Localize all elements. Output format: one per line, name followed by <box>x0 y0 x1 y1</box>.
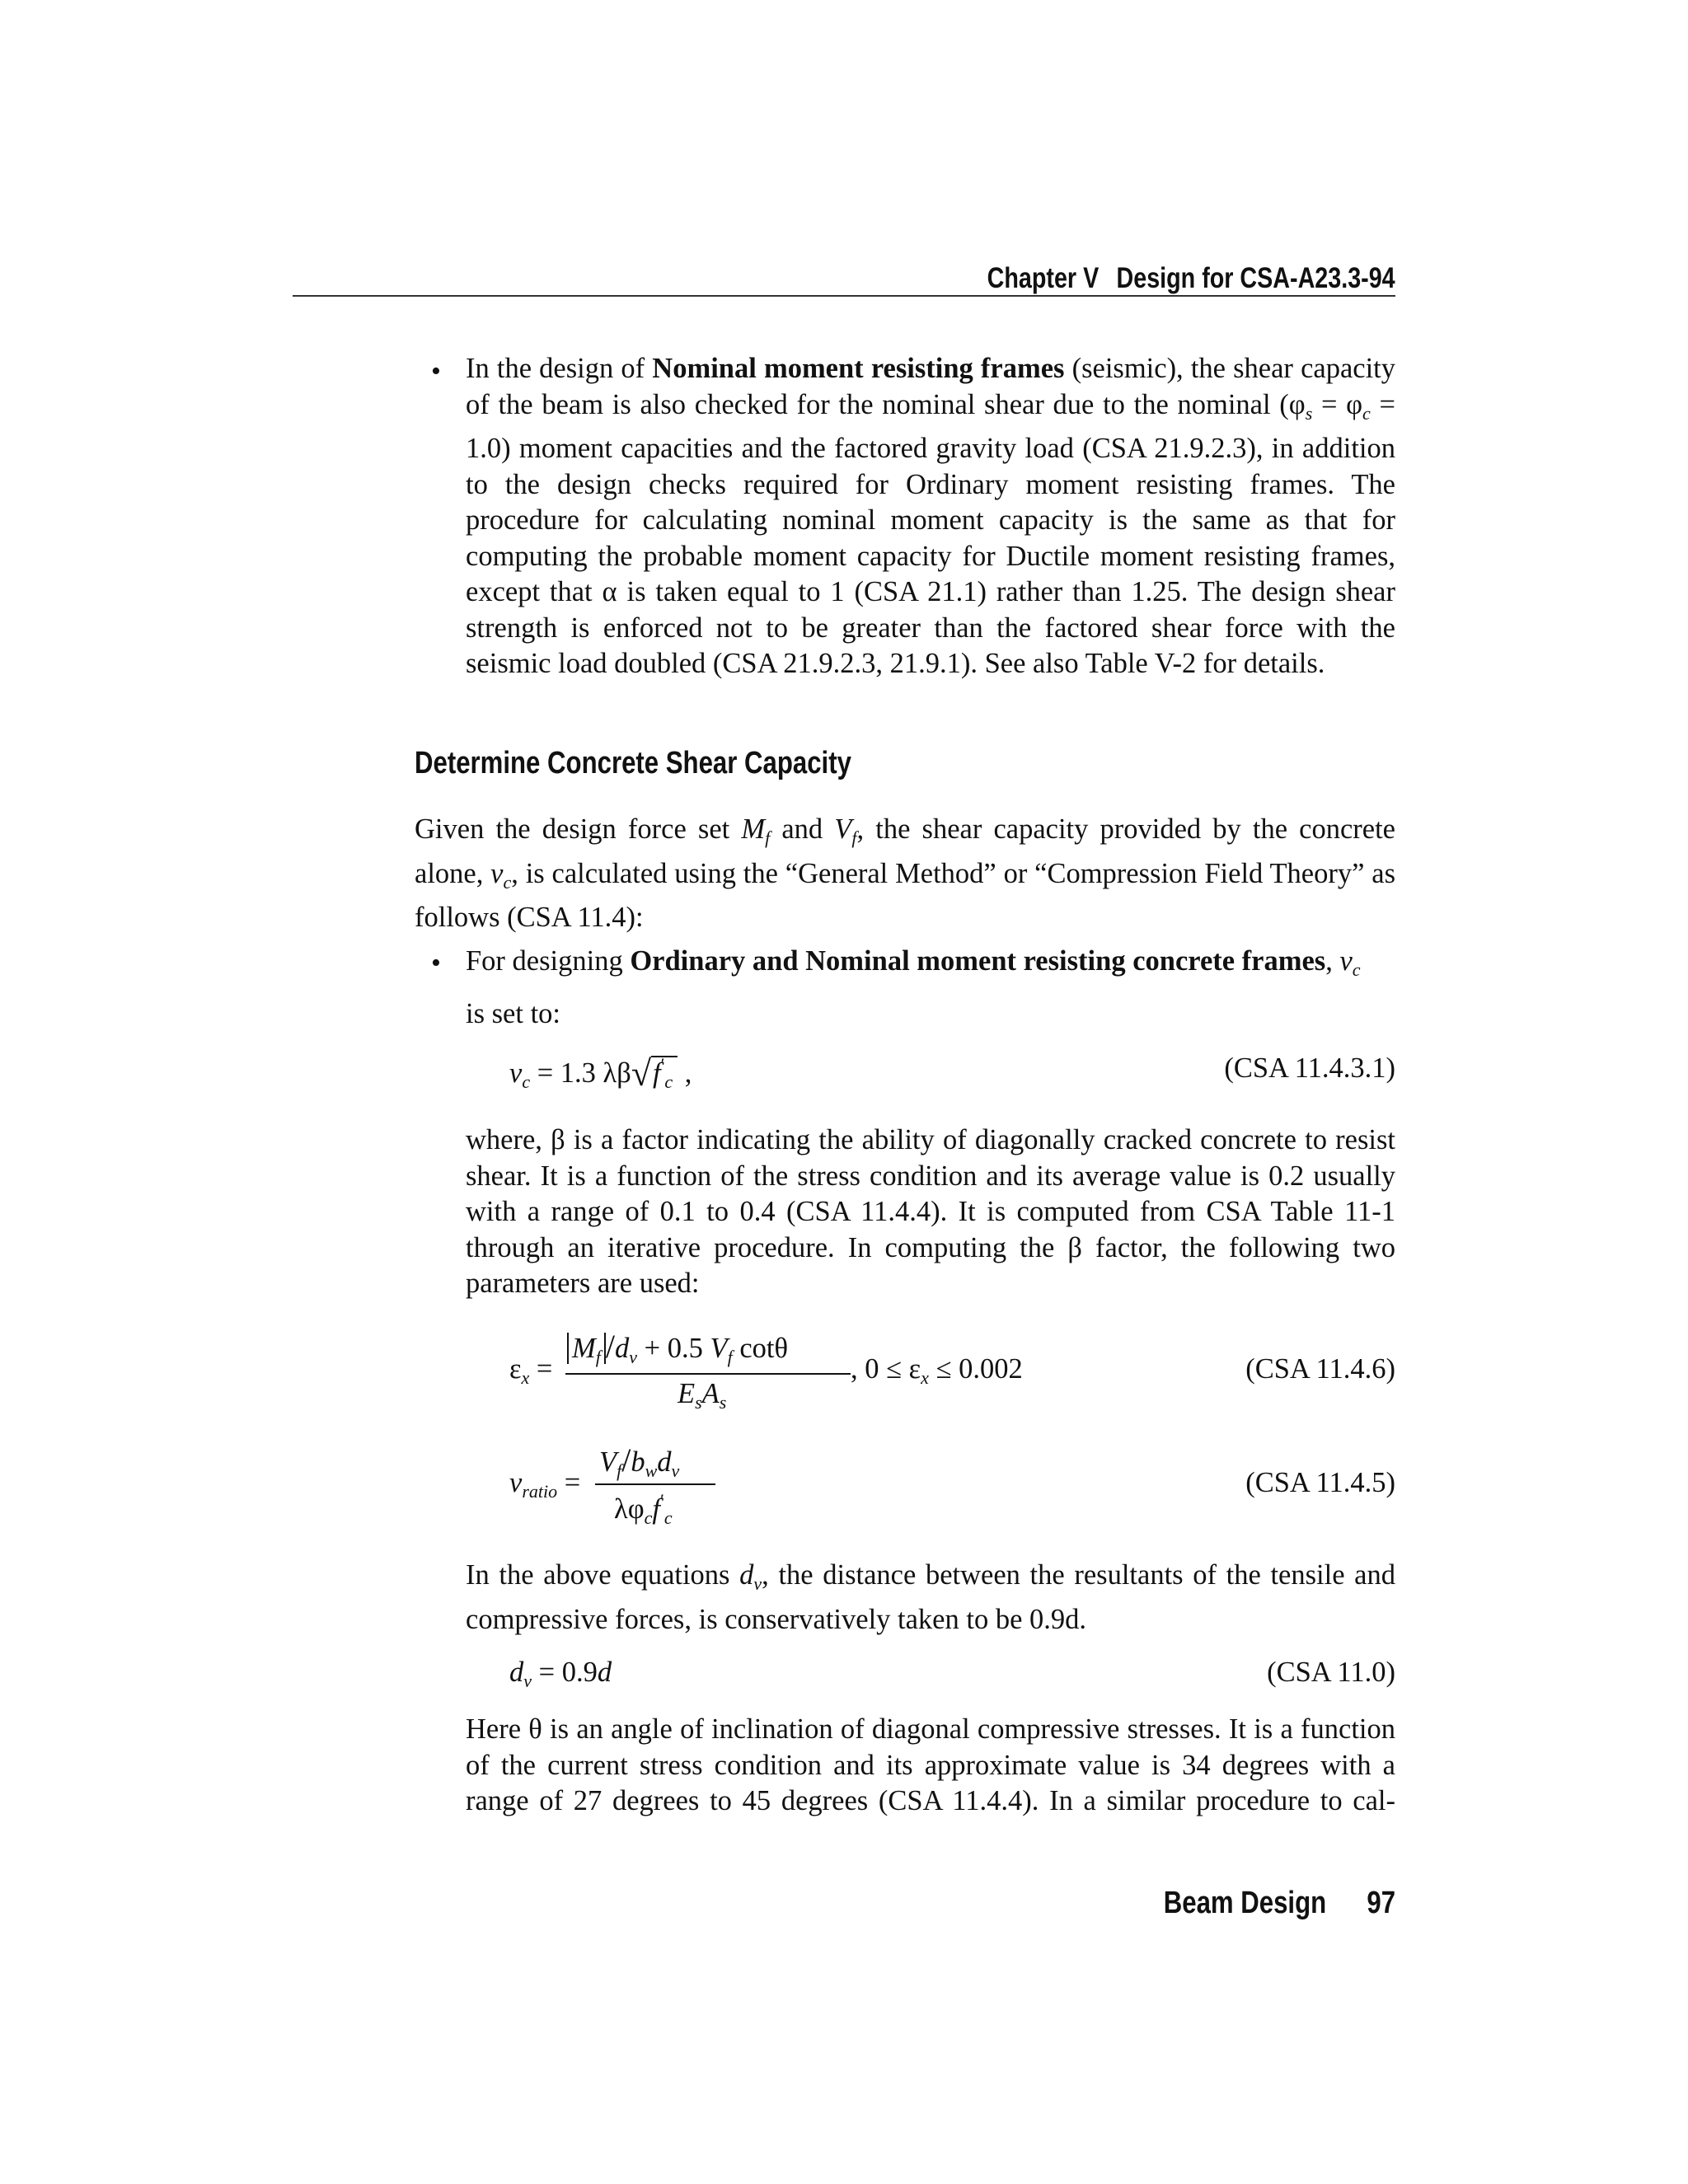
paragraph-given-force-set: Given the design force set $M_f$ and $V_f$, the shear capacity provided by the concrete alone, $v_c$, is calculated using the “General Method” or “Compression Field Theory” as follows (CSA 11.4): <box>415 813 1395 933</box>
header-title: Design for CSA-A23.3-94 <box>1116 262 1395 294</box>
footer-section: Beam Design <box>1163 1886 1327 1920</box>
running-footer <box>1164 1886 1395 1921</box>
equation-vc: $v_c = 1.3$ $\lambda\beta√f'_c$ , <box>509 1053 692 1094</box>
equation-vratio-lhs: $v_{ratio}$ = <box>509 1467 581 1502</box>
sqrt-sign: √ <box>631 1053 651 1094</box>
paragraph-theta-angle: Here θ is an angle of inclination of diagonal compressive stresses. It is a function of the current stress condition and its approximate value is 34 degrees with a range of 27 degrees to 45 degrees (CSA 11.4.4). In a similar procedure to cal- <box>466 1713 1395 1816</box>
header-text <box>987 262 1395 295</box>
reference-csa-11-4-5: (CSA 11.4.5) <box>1245 1467 1395 1498</box>
reference-csa-11-4-3-1: (CSA 11.4.3.1) <box>1224 1052 1395 1084</box>
equation-epsilon-x-lhs: $\varepsilon_x$ = <box>509 1353 553 1388</box>
bullet-paragraph-ordinary-frames: For designing Ordinary and Nominal moment resisting concrete frames, $v_c$ is set to: <box>466 945 1361 1029</box>
equation-vratio-numerator: $V_f/b_wd_v$ <box>599 1441 680 1481</box>
page-number: 97 <box>1367 1886 1395 1920</box>
bold-nominal-frames: Nominal moment resisting frames <box>652 353 1065 384</box>
equation-epsilon-x-denominator: $E_sA_s$ <box>678 1378 727 1413</box>
fraction-bar <box>565 1373 851 1375</box>
fraction-bar <box>595 1483 715 1485</box>
section-heading: Determine Concrete Shear Capacity <box>415 746 851 780</box>
equation-vratio-denominator: $\lambda\varphi_cf'_c$ <box>614 1490 673 1528</box>
bullet-paragraph-nominal-frames: In the design of Nominal moment resisting frames (seismic), the shear capacity of the beam is also checked for the nominal shear due to the nominal $(\varphi_s = \varphi_c = 1.0)$ moment capacities and the factored gravity load (CSA 21.9.2.3), in addition to the design checks required for Ordinary moment resisting frames. The procedure for calculating nominal moment capacity is the same as that for computing the probable moment capacity for Ductile moment resisting frames, except that α is taken equal to 1 (CSA 21.1) rather than 1.25. The design shear strength is enforced not to be greater than the factored shear force with the seismic load doubled (CSA 21.9.2.3, 21.9.1). See also Table V-2 for details. <box>466 353 1395 679</box>
paragraph-beta-factor: where, β is a factor indicating the ability of diagonally cracked concrete to resist shear. It is a function of the stress condition and its average value is 0.2 usually with a range of 0.1 to 0.4 (CSA 11.4.4). It is computed from CSA Table 11-1 through an iterative procedure. In computing the β factor, the following two parameters are used: <box>466 1124 1395 1299</box>
equation-epsilon-x-condition: , $0 \le \varepsilon_x \le 0.002$ <box>851 1353 1023 1388</box>
equation-dv: $d_v = 0.9d$ <box>509 1657 612 1691</box>
paragraph-dv-definition: In the above equations $d_v$, the distance between the resultants of the tensile and compressive forces, is conservatively taken to be 0.9d. <box>466 1559 1395 1635</box>
bullet-marker: • <box>431 948 441 978</box>
running-header <box>293 262 1395 297</box>
bullet-marker: • <box>431 356 441 387</box>
header-chapter: Chapter V <box>987 262 1100 294</box>
equation-epsilon-x-numerator: $M_f$ $/d_v + 0.5$ $V_f$ cotθ <box>567 1327 788 1368</box>
reference-csa-11-4-6: (CSA 11.4.6) <box>1245 1353 1395 1385</box>
radicand: $f'_c$ <box>651 1056 678 1089</box>
reference-csa-11-0: (CSA 11.0) <box>1267 1657 1395 1688</box>
bold-ordinary-frames: Ordinary and Nominal moment resisting concrete frames <box>630 945 1326 977</box>
